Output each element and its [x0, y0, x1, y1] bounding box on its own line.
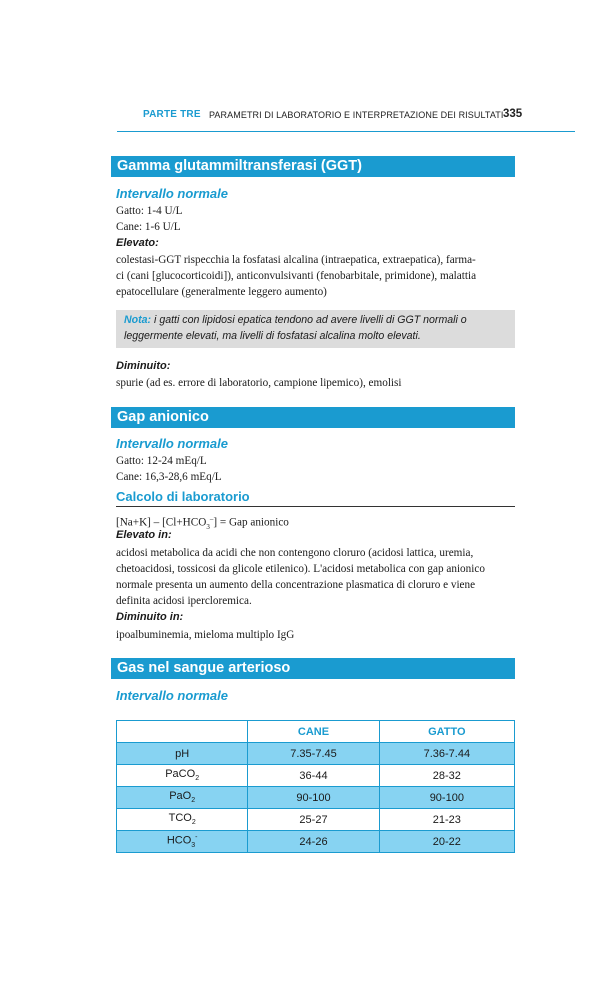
- ag-calc-heading: Calcolo di laboratorio: [116, 489, 250, 504]
- table-header-row: [117, 721, 515, 743]
- note-line-2: leggermente elevati, ma livelli di fosfatasi alcalina molto elevati.: [124, 329, 421, 342]
- row-param: [117, 765, 248, 787]
- note-line-1: i gatti con lipidosi epatica tendono ad avere livelli di GGT normali o: [151, 314, 467, 326]
- table-row: [117, 809, 515, 831]
- ag-elevated-line-3: normale presenta un aumento della concentrazione plasmatica di cloruro e viene: [116, 579, 476, 591]
- bg-normal-heading: Intervallo normale: [116, 688, 228, 703]
- column-header-param: [117, 721, 248, 743]
- gatto-value: 28-32: [379, 765, 514, 787]
- table-row: [117, 743, 515, 765]
- ggt-elevated-line-3: epatocellulare (generalmente leggero aumento): [116, 286, 327, 298]
- ag-elevated-line-2: chetoacidosi, tossicosi da glicole etilenico). L'acidosi metabolica con gap anionico: [116, 563, 485, 575]
- row-param: [117, 831, 248, 853]
- param-name: HCO: [166, 834, 192, 847]
- running-header: [0, 107, 575, 125]
- cane-value: 90-100: [248, 787, 379, 809]
- header-title: PARAMETRI DI LABORATORIO E INTERPRETAZIONE DEI RISULTATI: [209, 110, 504, 120]
- ggt-cat-range: Gatto: 1-4 U/L: [116, 205, 183, 217]
- ag-elevated-line-4: definita acidosi ipercloremica.: [116, 595, 252, 607]
- ggt-dog-range: Cane: 1-6 U/L: [116, 221, 181, 233]
- ggt-elevated-line-2: ci (cani [glucocorticoidi]), anticonvulsivanti (fenobarbitale, primidone), malattia: [116, 270, 477, 282]
- column-header-cane: CANE: [248, 721, 379, 743]
- formula-part-b: ] = Gap anionico: [213, 516, 289, 529]
- ggt-normal-heading: Intervallo normale: [116, 186, 228, 201]
- ag-elevated-line-1: acidosi metabolica da acidi che non contengono cloruro (acidosi lattica, uremia,: [116, 547, 474, 559]
- gatto-value: 21-23: [379, 809, 514, 831]
- ggt-elevated-line-1: colestasi-GGT rispecchia la fosfatasi alcalina (intraepatica, extraepatica), farma-: [116, 254, 476, 266]
- formula-part-a: [Na+K] – [Cl+HCO: [116, 516, 207, 529]
- section-title-ggt: Gamma glutammiltransferasi (GGT): [111, 156, 515, 177]
- section-title-blood-gas: Gas nel sangue arterioso: [111, 658, 515, 679]
- ag-cat-range: Gatto: 12-24 mEq/L: [116, 455, 207, 467]
- header-rule: [117, 131, 575, 132]
- formula-sub: 3: [206, 522, 210, 531]
- row-param: [117, 787, 248, 809]
- cane-value: 7.35-7.45: [248, 743, 379, 765]
- cane-value: 36-44: [248, 765, 379, 787]
- table-row: [117, 831, 515, 853]
- gatto-value: 7.36-7.44: [379, 743, 514, 765]
- row-param: [117, 743, 248, 765]
- param-sub: 3: [191, 841, 196, 849]
- note-label: Nota:: [124, 314, 152, 326]
- formula-sup: –: [209, 515, 214, 523]
- section-title-anion-gap: Gap anionico: [111, 407, 515, 428]
- param-sup: -: [195, 834, 198, 842]
- ag-elevated-label: Elevato in:: [116, 529, 172, 541]
- ag-dog-range: Cane: 16,3-28,6 mEq/L: [116, 471, 222, 483]
- cane-value: 24-26: [248, 831, 379, 853]
- ag-decreased-text: ipoalbuminemia, mieloma multiplo IgG: [116, 629, 295, 641]
- row-param: [117, 809, 248, 831]
- table-row: [117, 765, 515, 787]
- header-part: PARTE TRE: [143, 109, 201, 120]
- ag-normal-heading: Intervallo normale: [116, 436, 228, 451]
- param-name: pH: [175, 747, 190, 760]
- page-number: 335: [503, 108, 523, 120]
- param-name: TCO: [168, 812, 192, 825]
- param-sub: 2: [191, 819, 196, 827]
- calc-rule: [116, 506, 515, 507]
- ggt-decreased-text: spurie (ad es. errore di laboratorio, campione lipemico), emolisi: [116, 377, 402, 389]
- cane-value: 25-27: [248, 809, 379, 831]
- ggt-decreased-label: Diminuito:: [116, 360, 171, 372]
- gatto-value: 90-100: [379, 787, 514, 809]
- table-row: [117, 787, 515, 809]
- column-header-gatto: GATTO: [379, 721, 514, 743]
- param-sub: 2: [195, 775, 200, 783]
- blood-gas-table: [116, 720, 515, 853]
- gatto-value: 20-22: [379, 831, 514, 853]
- param-name: PaCO: [165, 768, 196, 781]
- param-sub: 2: [191, 797, 196, 805]
- param-name: PaO: [169, 790, 192, 803]
- ag-decreased-label: Diminuito in:: [116, 611, 184, 623]
- ggt-note-box: [116, 310, 515, 348]
- ggt-elevated-label: Elevato:: [116, 237, 159, 249]
